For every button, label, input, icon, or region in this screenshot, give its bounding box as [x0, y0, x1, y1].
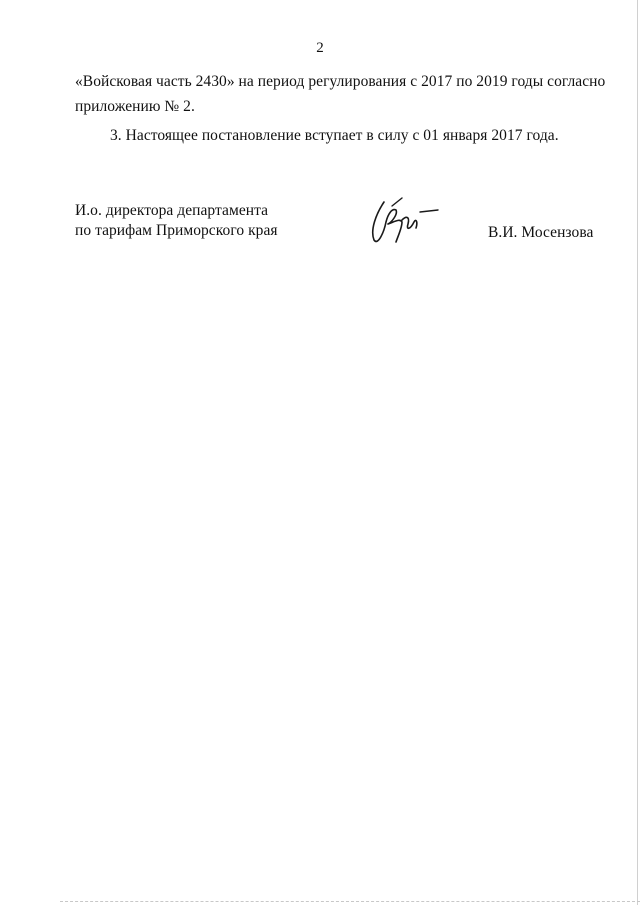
handwritten-signature: [362, 192, 442, 248]
paragraph-2-continuation-line-1: «Войсковая часть 2430» на период регулирования с 2017 по 2019 годы согласно: [75, 73, 606, 90]
scan-edge-right: [637, 0, 638, 905]
signatory-title-line-2: по тарифам Приморского края: [75, 222, 278, 239]
page-number: 2: [316, 40, 324, 56]
signatory-title-line-1: И.о. директора департамента: [75, 202, 269, 219]
scan-edge-bottom: [60, 901, 640, 902]
signatory-name: В.И. Мосензова: [488, 224, 594, 241]
paragraph-2-continuation-line-2: приложению № 2.: [75, 98, 195, 115]
paragraph-3: 3. Настоящее постановление вступает в силу с 01 января 2017 года.: [110, 127, 559, 144]
